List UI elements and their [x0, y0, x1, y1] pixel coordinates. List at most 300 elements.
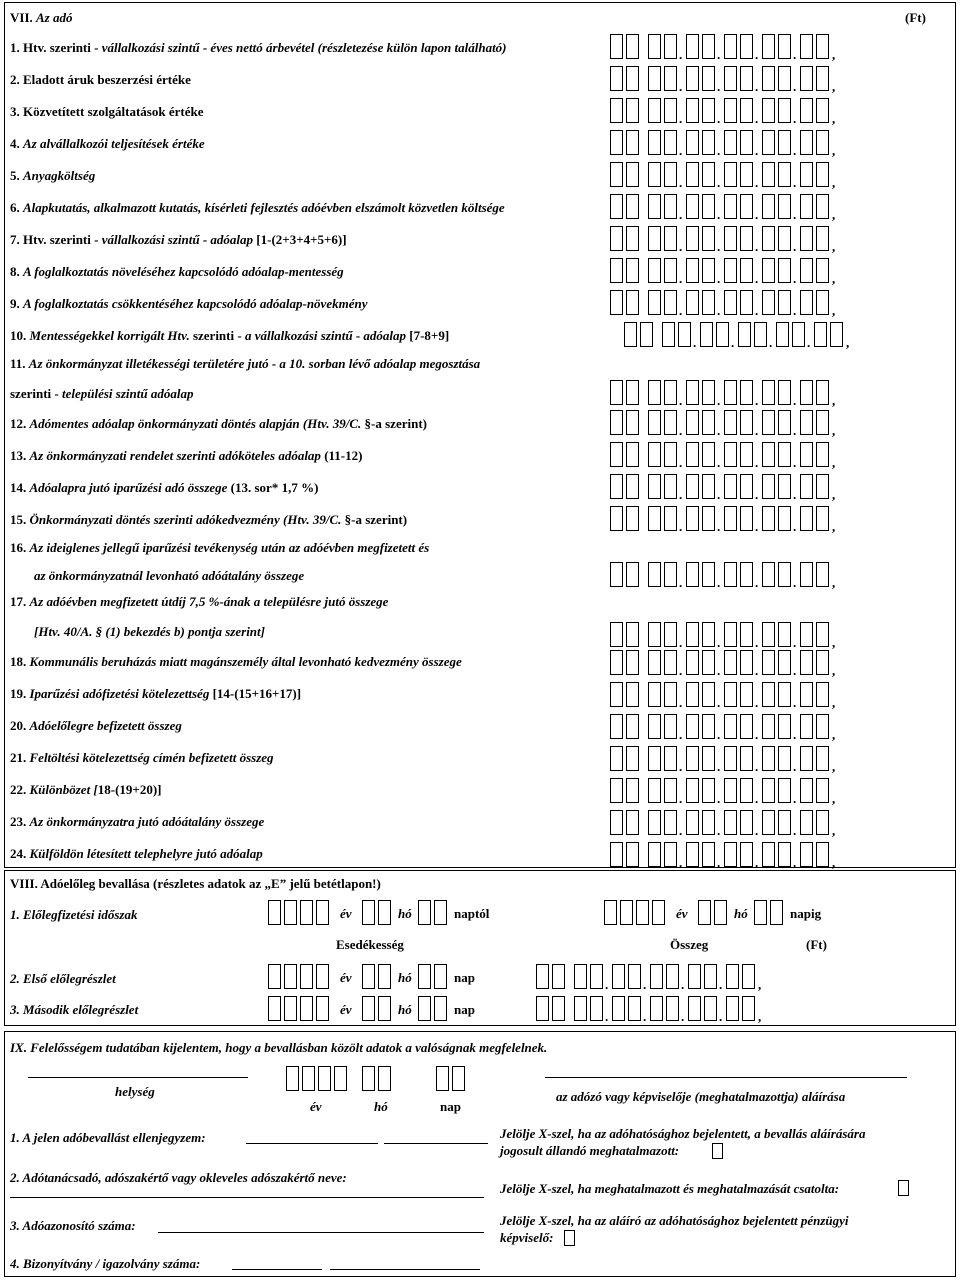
amount-digit-cell[interactable] [816, 290, 829, 315]
amount-digit-cell[interactable] [740, 290, 753, 315]
amount-digit-cell[interactable] [648, 682, 661, 707]
amount-digit-cell[interactable] [610, 442, 623, 467]
amount-digit-cell[interactable] [648, 442, 661, 467]
amount-digit-cell[interactable] [724, 562, 737, 587]
sig-day-digit-cell[interactable] [452, 1066, 465, 1091]
financial-representative-checkbox[interactable] [564, 1230, 575, 1246]
amount-digit-cell[interactable] [702, 130, 715, 155]
amount-digit-cell[interactable] [762, 506, 775, 531]
year-digit-cell[interactable] [604, 900, 617, 925]
amount-digit-cell[interactable] [686, 562, 699, 587]
amount-digit-cell[interactable] [724, 98, 737, 123]
year-digit-cell[interactable] [300, 900, 313, 925]
year-digit-cell[interactable] [284, 996, 297, 1021]
month-digit-cell[interactable] [362, 900, 375, 925]
amount-digit-cell[interactable] [792, 322, 805, 347]
amount-digit-cell[interactable] [626, 562, 639, 587]
amount-digit-cell[interactable] [626, 810, 639, 835]
amount-digit-cell[interactable] [762, 258, 775, 283]
amount-digit-cell[interactable] [664, 130, 677, 155]
amount-digit-cell[interactable] [686, 506, 699, 531]
amount-digit-cell[interactable] [628, 964, 641, 989]
amount-digit-cell[interactable] [816, 506, 829, 531]
amount-digit-cell[interactable] [610, 714, 623, 739]
amount-digit-cell[interactable] [816, 258, 829, 283]
amount-digit-cell[interactable] [686, 162, 699, 187]
amount-digit-cell[interactable] [724, 682, 737, 707]
amount-digit-cell[interactable] [778, 778, 791, 803]
certificate-number-line-2[interactable] [330, 1269, 480, 1270]
amount-digit-cell[interactable] [816, 842, 829, 867]
amount-digit-cell[interactable] [648, 746, 661, 771]
year-digit-cell[interactable] [316, 964, 329, 989]
amount-digit-cell[interactable] [662, 322, 675, 347]
amount-digit-cell[interactable] [610, 474, 623, 499]
amount-digit-cell[interactable] [626, 714, 639, 739]
amount-digit-cell[interactable] [702, 226, 715, 251]
permanent-proxy-checkbox[interactable] [712, 1143, 723, 1159]
amount-digit-cell[interactable] [648, 410, 661, 435]
amount-digit-cell[interactable] [816, 130, 829, 155]
amount-digit-cell[interactable] [702, 746, 715, 771]
amount-digit-cell[interactable] [778, 842, 791, 867]
amount-digit-cell[interactable] [610, 622, 623, 647]
amount-digit-cell[interactable] [626, 778, 639, 803]
amount-digit-cell[interactable] [724, 622, 737, 647]
amount-digit-cell[interactable] [816, 682, 829, 707]
amount-digit-cell[interactable] [724, 34, 737, 59]
day-digit-cell[interactable] [434, 964, 447, 989]
amount-digit-cell[interactable] [762, 162, 775, 187]
amount-digit-cell[interactable] [778, 474, 791, 499]
amount-digit-cell[interactable] [724, 778, 737, 803]
amount-digit-cell[interactable] [778, 66, 791, 91]
amount-digit-cell[interactable] [686, 682, 699, 707]
amount-digit-cell[interactable] [800, 506, 813, 531]
amount-digit-cell[interactable] [778, 746, 791, 771]
amount-digit-cell[interactable] [740, 98, 753, 123]
amount-digit-cell[interactable] [688, 964, 701, 989]
amount-digit-cell[interactable] [762, 66, 775, 91]
amount-digit-cell[interactable] [726, 996, 739, 1021]
amount-digit-cell[interactable] [702, 474, 715, 499]
amount-digit-cell[interactable] [626, 34, 639, 59]
amount-digit-cell[interactable] [686, 194, 699, 219]
amount-digit-cell[interactable] [666, 964, 679, 989]
amount-digit-cell[interactable] [724, 410, 737, 435]
amount-digit-cell[interactable] [648, 98, 661, 123]
amount-digit-cell[interactable] [800, 226, 813, 251]
amount-digit-cell[interactable] [702, 682, 715, 707]
amount-digit-cell[interactable] [800, 162, 813, 187]
amount-digit-cell[interactable] [626, 380, 639, 405]
amount-digit-cell[interactable] [762, 194, 775, 219]
amount-digit-cell[interactable] [686, 474, 699, 499]
amount-digit-cell[interactable] [648, 842, 661, 867]
amount-digit-cell[interactable] [626, 130, 639, 155]
amount-digit-cell[interactable] [648, 622, 661, 647]
amount-digit-cell[interactable] [762, 746, 775, 771]
amount-digit-cell[interactable] [724, 442, 737, 467]
amount-digit-cell[interactable] [702, 778, 715, 803]
amount-digit-cell[interactable] [800, 380, 813, 405]
amount-digit-cell[interactable] [702, 380, 715, 405]
amount-digit-cell[interactable] [816, 34, 829, 59]
amount-digit-cell[interactable] [740, 746, 753, 771]
amount-digit-cell[interactable] [778, 162, 791, 187]
amount-digit-cell[interactable] [800, 778, 813, 803]
amount-digit-cell[interactable] [830, 322, 843, 347]
amount-digit-cell[interactable] [800, 714, 813, 739]
amount-digit-cell[interactable] [664, 622, 677, 647]
amount-digit-cell[interactable] [664, 194, 677, 219]
amount-digit-cell[interactable] [664, 380, 677, 405]
amount-digit-cell[interactable] [816, 650, 829, 675]
amount-digit-cell[interactable] [740, 442, 753, 467]
sig-month-digit-cell[interactable] [378, 1066, 391, 1091]
amount-digit-cell[interactable] [762, 290, 775, 315]
amount-digit-cell[interactable] [724, 258, 737, 283]
amount-digit-cell[interactable] [778, 34, 791, 59]
amount-digit-cell[interactable] [816, 194, 829, 219]
sig-month-digit-cell[interactable] [362, 1066, 375, 1091]
tax-id-line[interactable] [158, 1232, 484, 1233]
amount-digit-cell[interactable] [814, 322, 827, 347]
year-digit-cell[interactable] [268, 900, 281, 925]
amount-digit-cell[interactable] [686, 66, 699, 91]
amount-digit-cell[interactable] [778, 130, 791, 155]
amount-digit-cell[interactable] [740, 506, 753, 531]
amount-digit-cell[interactable] [762, 410, 775, 435]
amount-digit-cell[interactable] [702, 194, 715, 219]
amount-digit-cell[interactable] [648, 226, 661, 251]
amount-digit-cell[interactable] [610, 162, 623, 187]
amount-digit-cell[interactable] [610, 746, 623, 771]
sig-year-digit-cell[interactable] [318, 1066, 331, 1091]
amount-digit-cell[interactable] [740, 474, 753, 499]
amount-digit-cell[interactable] [740, 258, 753, 283]
amount-digit-cell[interactable] [648, 778, 661, 803]
amount-digit-cell[interactable] [716, 322, 729, 347]
amount-digit-cell[interactable] [740, 714, 753, 739]
amount-digit-cell[interactable] [686, 410, 699, 435]
month-digit-cell[interactable] [698, 900, 711, 925]
month-digit-cell[interactable] [378, 996, 391, 1021]
amount-digit-cell[interactable] [626, 66, 639, 91]
amount-digit-cell[interactable] [702, 162, 715, 187]
amount-digit-cell[interactable] [740, 162, 753, 187]
amount-digit-cell[interactable] [664, 506, 677, 531]
amount-digit-cell[interactable] [626, 506, 639, 531]
month-digit-cell[interactable] [378, 900, 391, 925]
amount-digit-cell[interactable] [688, 996, 701, 1021]
amount-digit-cell[interactable] [664, 34, 677, 59]
amount-digit-cell[interactable] [740, 810, 753, 835]
amount-digit-cell[interactable] [816, 410, 829, 435]
amount-digit-cell[interactable] [778, 98, 791, 123]
amount-digit-cell[interactable] [702, 650, 715, 675]
amount-digit-cell[interactable] [610, 380, 623, 405]
amount-digit-cell[interactable] [610, 506, 623, 531]
amount-digit-cell[interactable] [740, 778, 753, 803]
amount-digit-cell[interactable] [686, 778, 699, 803]
proxy-attached-checkbox[interactable] [898, 1180, 909, 1196]
amount-digit-cell[interactable] [664, 66, 677, 91]
amount-digit-cell[interactable] [648, 506, 661, 531]
amount-digit-cell[interactable] [762, 842, 775, 867]
year-digit-cell[interactable] [284, 900, 297, 925]
amount-digit-cell[interactable] [626, 442, 639, 467]
amount-digit-cell[interactable] [648, 258, 661, 283]
amount-digit-cell[interactable] [724, 714, 737, 739]
amount-digit-cell[interactable] [686, 258, 699, 283]
amount-digit-cell[interactable] [664, 562, 677, 587]
amount-digit-cell[interactable] [648, 34, 661, 59]
amount-digit-cell[interactable] [816, 474, 829, 499]
amount-digit-cell[interactable] [702, 714, 715, 739]
amount-digit-cell[interactable] [724, 66, 737, 91]
day-digit-cell[interactable] [418, 900, 431, 925]
amount-digit-cell[interactable] [740, 66, 753, 91]
amount-digit-cell[interactable] [628, 996, 641, 1021]
amount-digit-cell[interactable] [762, 380, 775, 405]
amount-digit-cell[interactable] [574, 964, 587, 989]
amount-digit-cell[interactable] [664, 162, 677, 187]
amount-digit-cell[interactable] [726, 964, 739, 989]
amount-digit-cell[interactable] [648, 290, 661, 315]
amount-digit-cell[interactable] [702, 258, 715, 283]
amount-digit-cell[interactable] [778, 714, 791, 739]
amount-digit-cell[interactable] [816, 810, 829, 835]
amount-digit-cell[interactable] [702, 34, 715, 59]
amount-digit-cell[interactable] [800, 474, 813, 499]
amount-digit-cell[interactable] [724, 842, 737, 867]
amount-digit-cell[interactable] [626, 746, 639, 771]
year-digit-cell[interactable] [268, 964, 281, 989]
amount-digit-cell[interactable] [686, 842, 699, 867]
amount-digit-cell[interactable] [574, 996, 587, 1021]
amount-digit-cell[interactable] [762, 562, 775, 587]
amount-digit-cell[interactable] [778, 622, 791, 647]
year-digit-cell[interactable] [316, 900, 329, 925]
amount-digit-cell[interactable] [686, 746, 699, 771]
amount-digit-cell[interactable] [740, 226, 753, 251]
amount-digit-cell[interactable] [610, 682, 623, 707]
amount-digit-cell[interactable] [664, 258, 677, 283]
amount-digit-cell[interactable] [640, 322, 653, 347]
amount-digit-cell[interactable] [724, 380, 737, 405]
amount-digit-cell[interactable] [702, 506, 715, 531]
amount-digit-cell[interactable] [800, 258, 813, 283]
amount-digit-cell[interactable] [536, 964, 549, 989]
amount-digit-cell[interactable] [778, 380, 791, 405]
amount-digit-cell[interactable] [742, 996, 755, 1021]
countersign-line-2[interactable] [384, 1143, 488, 1144]
day-digit-cell[interactable] [770, 900, 783, 925]
amount-digit-cell[interactable] [724, 506, 737, 531]
amount-digit-cell[interactable] [762, 622, 775, 647]
amount-digit-cell[interactable] [702, 810, 715, 835]
amount-digit-cell[interactable] [626, 842, 639, 867]
amount-digit-cell[interactable] [800, 810, 813, 835]
amount-digit-cell[interactable] [610, 258, 623, 283]
amount-digit-cell[interactable] [624, 322, 637, 347]
amount-digit-cell[interactable] [686, 810, 699, 835]
amount-digit-cell[interactable] [702, 66, 715, 91]
amount-digit-cell[interactable] [800, 290, 813, 315]
amount-digit-cell[interactable] [686, 130, 699, 155]
amount-digit-cell[interactable] [686, 442, 699, 467]
amount-digit-cell[interactable] [648, 130, 661, 155]
amount-digit-cell[interactable] [816, 98, 829, 123]
amount-digit-cell[interactable] [626, 258, 639, 283]
amount-digit-cell[interactable] [800, 682, 813, 707]
amount-digit-cell[interactable] [704, 996, 717, 1021]
amount-digit-cell[interactable] [762, 650, 775, 675]
amount-digit-cell[interactable] [724, 746, 737, 771]
amount-digit-cell[interactable] [800, 622, 813, 647]
amount-digit-cell[interactable] [778, 442, 791, 467]
year-digit-cell[interactable] [316, 996, 329, 1021]
amount-digit-cell[interactable] [740, 194, 753, 219]
amount-digit-cell[interactable] [664, 778, 677, 803]
amount-digit-cell[interactable] [610, 66, 623, 91]
amount-digit-cell[interactable] [678, 322, 691, 347]
day-digit-cell[interactable] [418, 964, 431, 989]
amount-digit-cell[interactable] [762, 34, 775, 59]
amount-digit-cell[interactable] [740, 622, 753, 647]
amount-digit-cell[interactable] [800, 98, 813, 123]
amount-digit-cell[interactable] [724, 162, 737, 187]
amount-digit-cell[interactable] [724, 650, 737, 675]
amount-digit-cell[interactable] [626, 194, 639, 219]
amount-digit-cell[interactable] [686, 98, 699, 123]
amount-digit-cell[interactable] [702, 562, 715, 587]
amount-digit-cell[interactable] [626, 98, 639, 123]
amount-digit-cell[interactable] [664, 682, 677, 707]
amount-digit-cell[interactable] [816, 380, 829, 405]
year-digit-cell[interactable] [300, 964, 313, 989]
amount-digit-cell[interactable] [590, 996, 603, 1021]
amount-digit-cell[interactable] [610, 410, 623, 435]
amount-digit-cell[interactable] [800, 562, 813, 587]
amount-digit-cell[interactable] [610, 778, 623, 803]
amount-digit-cell[interactable] [610, 130, 623, 155]
day-digit-cell[interactable] [434, 996, 447, 1021]
amount-digit-cell[interactable] [800, 842, 813, 867]
month-digit-cell[interactable] [362, 964, 375, 989]
amount-digit-cell[interactable] [666, 996, 679, 1021]
amount-digit-cell[interactable] [740, 682, 753, 707]
sig-day-digit-cell[interactable] [436, 1066, 449, 1091]
amount-digit-cell[interactable] [762, 714, 775, 739]
amount-digit-cell[interactable] [610, 226, 623, 251]
advisor-name-line[interactable] [10, 1197, 484, 1198]
amount-digit-cell[interactable] [664, 410, 677, 435]
amount-digit-cell[interactable] [664, 474, 677, 499]
year-digit-cell[interactable] [652, 900, 665, 925]
amount-digit-cell[interactable] [776, 322, 789, 347]
month-digit-cell[interactable] [378, 964, 391, 989]
amount-digit-cell[interactable] [664, 98, 677, 123]
amount-digit-cell[interactable] [626, 162, 639, 187]
amount-digit-cell[interactable] [740, 562, 753, 587]
month-digit-cell[interactable] [714, 900, 727, 925]
amount-digit-cell[interactable] [724, 226, 737, 251]
amount-digit-cell[interactable] [742, 964, 755, 989]
amount-digit-cell[interactable] [552, 996, 565, 1021]
amount-digit-cell[interactable] [778, 226, 791, 251]
amount-digit-cell[interactable] [610, 650, 623, 675]
amount-digit-cell[interactable] [610, 290, 623, 315]
amount-digit-cell[interactable] [778, 682, 791, 707]
amount-digit-cell[interactable] [648, 474, 661, 499]
sig-year-digit-cell[interactable] [302, 1066, 315, 1091]
amount-digit-cell[interactable] [664, 226, 677, 251]
amount-digit-cell[interactable] [612, 964, 625, 989]
amount-digit-cell[interactable] [740, 842, 753, 867]
amount-digit-cell[interactable] [740, 34, 753, 59]
amount-digit-cell[interactable] [740, 380, 753, 405]
amount-digit-cell[interactable] [740, 410, 753, 435]
amount-digit-cell[interactable] [800, 410, 813, 435]
amount-digit-cell[interactable] [686, 622, 699, 647]
amount-digit-cell[interactable] [762, 778, 775, 803]
day-digit-cell[interactable] [754, 900, 767, 925]
amount-digit-cell[interactable] [536, 996, 549, 1021]
amount-digit-cell[interactable] [800, 442, 813, 467]
amount-digit-cell[interactable] [686, 290, 699, 315]
amount-digit-cell[interactable] [610, 562, 623, 587]
amount-digit-cell[interactable] [762, 226, 775, 251]
amount-digit-cell[interactable] [778, 810, 791, 835]
amount-digit-cell[interactable] [700, 322, 713, 347]
amount-digit-cell[interactable] [664, 746, 677, 771]
amount-digit-cell[interactable] [816, 714, 829, 739]
amount-digit-cell[interactable] [816, 746, 829, 771]
amount-digit-cell[interactable] [724, 810, 737, 835]
year-digit-cell[interactable] [268, 996, 281, 1021]
countersign-line[interactable] [246, 1143, 378, 1144]
amount-digit-cell[interactable] [686, 226, 699, 251]
amount-digit-cell[interactable] [800, 66, 813, 91]
amount-digit-cell[interactable] [724, 130, 737, 155]
amount-digit-cell[interactable] [648, 162, 661, 187]
year-digit-cell[interactable] [284, 964, 297, 989]
amount-digit-cell[interactable] [724, 194, 737, 219]
amount-digit-cell[interactable] [552, 964, 565, 989]
amount-digit-cell[interactable] [664, 650, 677, 675]
amount-digit-cell[interactable] [778, 410, 791, 435]
amount-digit-cell[interactable] [816, 622, 829, 647]
amount-digit-cell[interactable] [686, 650, 699, 675]
amount-digit-cell[interactable] [610, 810, 623, 835]
amount-digit-cell[interactable] [612, 996, 625, 1021]
amount-digit-cell[interactable] [778, 194, 791, 219]
amount-digit-cell[interactable] [650, 964, 663, 989]
amount-digit-cell[interactable] [648, 650, 661, 675]
amount-digit-cell[interactable] [702, 442, 715, 467]
sig-year-digit-cell[interactable] [286, 1066, 299, 1091]
amount-digit-cell[interactable] [762, 682, 775, 707]
amount-digit-cell[interactable] [762, 810, 775, 835]
year-digit-cell[interactable] [620, 900, 633, 925]
amount-digit-cell[interactable] [664, 714, 677, 739]
amount-digit-cell[interactable] [800, 746, 813, 771]
amount-digit-cell[interactable] [664, 810, 677, 835]
day-digit-cell[interactable] [434, 900, 447, 925]
amount-digit-cell[interactable] [800, 194, 813, 219]
